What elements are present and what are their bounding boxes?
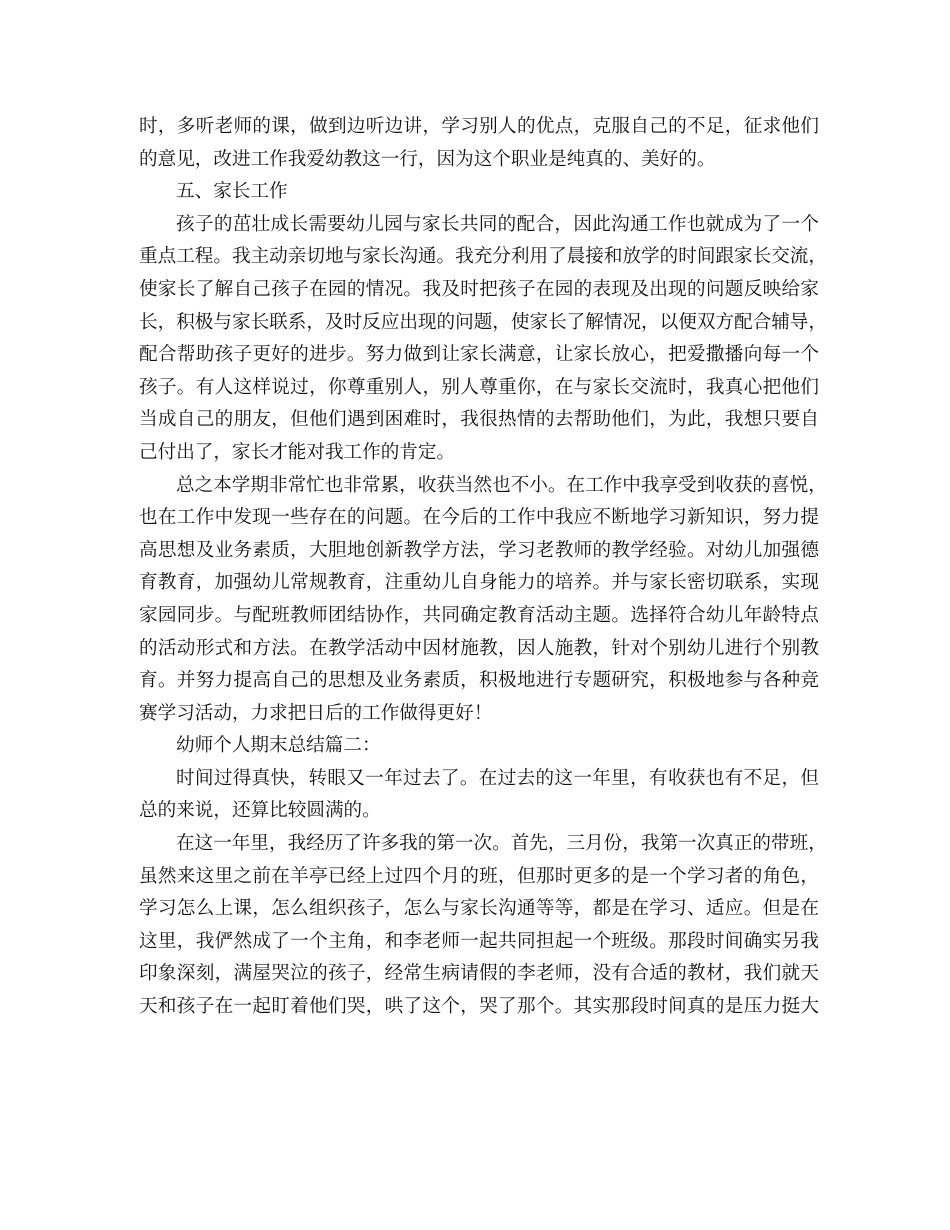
document-body	[139, 111, 827, 1024]
text-line-5: 重点工程。我主动亲切地与家长沟通。我充分利用了晨接和放学的时间跟家长交流，	[139, 246, 827, 268]
text-line-2: 的意见，改进工作我爱幼教这一行，因为这个职业是纯真的、美好的。	[139, 148, 716, 170]
text-line-21: 时间过得真快，转眼又一年过去了。在过去的这一年里，有收获也有不足，但	[176, 767, 819, 789]
text-line-11: 己付出了，家长才能对我工作的肯定。	[139, 441, 456, 463]
text-line-4: 孩子的茁壮成长需要幼儿园与家长共同的配合，因此沟通工作也就成为了一个	[176, 213, 819, 235]
text-line-16: 家园同步。与配班教师团结协作，共同确定教育活动主题。选择符合幼儿年龄特点	[139, 604, 819, 626]
text-line-28: 天和孩子在一起盯着他们哭，哄了这个，哭了那个。其实那段时间真的是压力挺大	[139, 996, 819, 1018]
text-line-25: 学习怎么上课，怎么组织孩子，怎么与家长沟通等等，都是在学习、适应。但是在	[139, 898, 819, 920]
text-line-10: 当成自己的朋友，但他们遇到困难时，我很热情的去帮助他们，为此，我想只要自	[139, 409, 819, 431]
section-heading: 五、家长工作	[176, 181, 288, 203]
text-line-9: 孩子。有人这样说过，你尊重别人，别人尊重你，在与家长交流时，我真心把他们	[139, 376, 819, 398]
text-line-23: 在这一年里，我经历了许多我的第一次。首先，三月份，我第一次真正的带班，	[176, 833, 827, 855]
text-line-22: 总的来说，还算比较圆满的。	[139, 800, 381, 822]
text-line-26: 这里，我俨然成了一个主角，和李老师一起共同担起一个班级。那段时间确实另我	[139, 930, 819, 952]
text-line-12: 总之本学期非常忙也非常累，收获当然也不小。在工作中我享受到收获的喜悦，	[176, 474, 827, 496]
article-subtitle: 幼师个人期末总结篇二：	[176, 735, 381, 757]
text-line-24: 虽然来这里之前在羊亭已经上过四个月的班，但那时更多的是一个学习者的角色，	[139, 865, 819, 887]
text-line-14: 高思想及业务素质，大胆地创新教学方法，学习老教师的教学经验。对幼儿加强德	[139, 539, 819, 561]
text-line-18: 育。并努力提高自己的思想及业务素质，积极地进行专题研究，积极地参与各种竞	[139, 670, 819, 692]
text-line-6: 使家长了解自己孩子在园的情况。我及时把孩子在园的表现及出现的问题反映给家	[139, 278, 819, 300]
text-line-7: 长，积极与家长联系，及时反应出现的问题，使家长了解情况，以便双方配合辅导，	[139, 311, 827, 333]
text-line-8: 配合帮助孩子更好的进步。努力做到让家长满意，让家长放心，把爱撒播向每一个	[139, 344, 819, 366]
text-line-1: 时，多听老师的课，做到边听边讲，学习别人的优点，克服自己的不足，征求他们	[139, 116, 819, 137]
text-line-15: 育教育，加强幼儿常规教育，注重幼儿自身能力的培养。并与家长密切联系，实现	[139, 572, 819, 594]
text-line-13: 也在工作中发现一些存在的问题。在今后的工作中我应不断地学习新知识，努力提	[139, 507, 819, 529]
text-line-19: 赛学习活动，力求把日后的工作做得更好！	[139, 702, 493, 724]
text-line-27: 印象深刻，满屋哭泣的孩子，经常生病请假的李老师，没有合适的教材，我们就天	[139, 963, 819, 985]
text-line-17: 的活动形式和方法。在教学活动中因材施教，因人施教，针对个别幼儿进行个别教	[139, 637, 819, 659]
